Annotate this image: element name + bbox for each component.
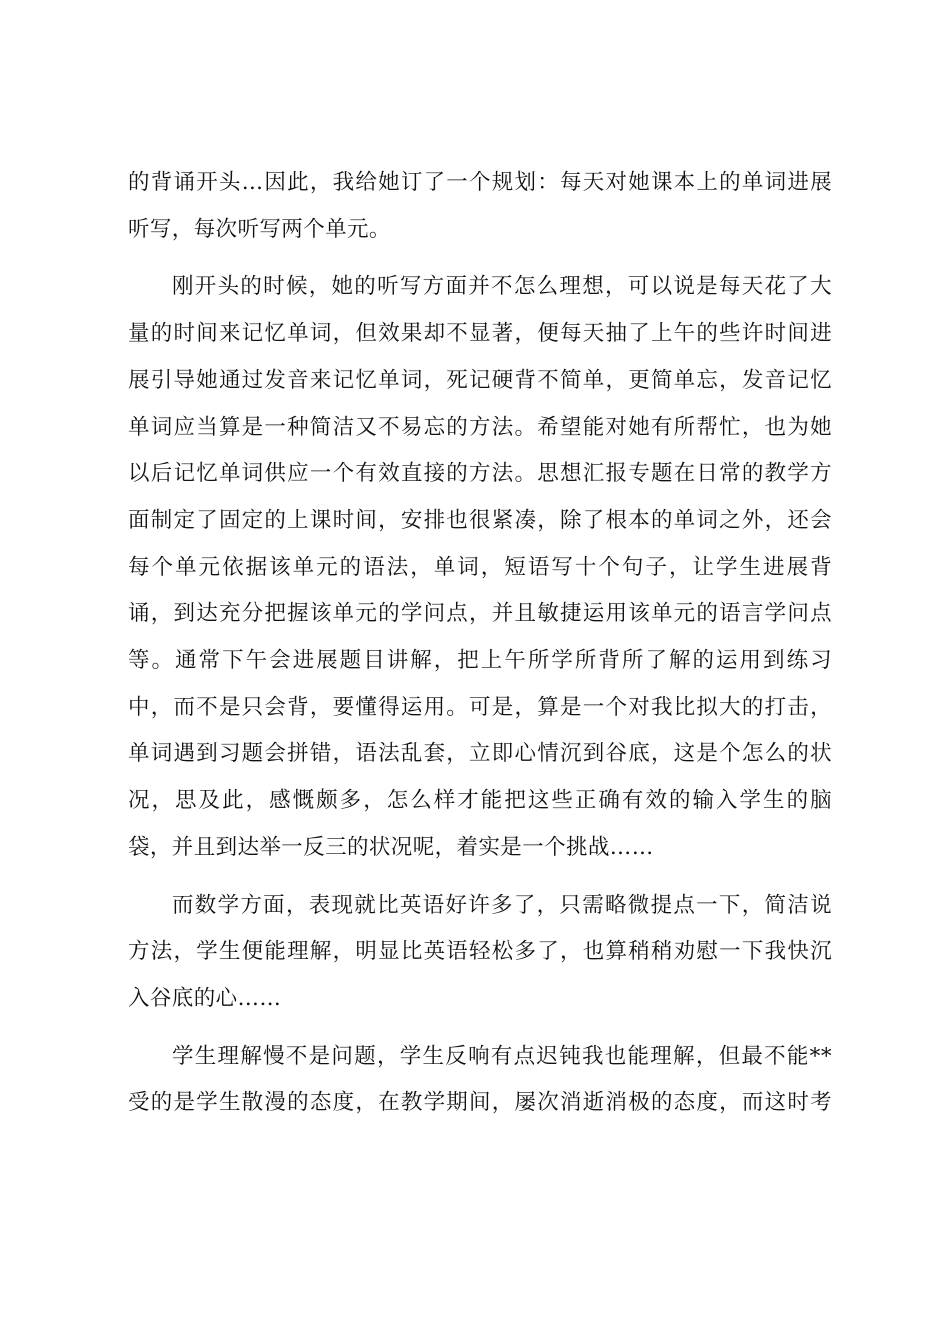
text-line: 单词应当算是一种简洁又不易忘的方法。希望能对她有所帮忙，也为她 <box>128 414 832 440</box>
text-line: 以后记忆单词供应一个有效直接的方法。思想汇报专题在日常的教学方 <box>128 461 832 487</box>
text-line: 学生理解慢不是问题，学生反响有点迟钝我也能理解，但最不能** <box>172 1043 832 1069</box>
paragraph-3 <box>128 883 832 1023</box>
text-line: 量的时间来记忆单词，但效果却不显著，便每天抽了上午的些许时间进 <box>128 321 832 347</box>
text-line: 每个单元依据该单元的语法，单词，短语写十个句子，让学生进展背 <box>128 554 832 580</box>
text-line: 刚开头的时候，她的听写方面并不怎么理想，可以说是每天花了大 <box>172 274 832 300</box>
text-line: 展引导她通过发音来记忆单词，死记硬背不简单，更简单忘，发音记忆 <box>128 367 832 393</box>
paragraph-2 <box>128 264 832 871</box>
document-body <box>128 160 832 1138</box>
text-line: 面制定了固定的上课时间，安排也很紧凑，除了根本的单词之外，还会 <box>128 507 832 533</box>
text-line: 方法，学生便能理解，明显比英语轻松多了，也算稍稍劝慰一下我快沉 <box>128 939 832 965</box>
paragraph-1 <box>128 160 832 253</box>
text-line: 单词遇到习题会拼错，语法乱套，立即心情沉到谷底，这是个怎么的状 <box>128 741 832 767</box>
text-line: 入谷底的心…… <box>128 985 282 1011</box>
text-line: 受的是学生散漫的态度，在教学期间，屡次消逝消极的态度，而这时考 <box>128 1090 832 1116</box>
text-line: 等。通常下午会进展题目讲解，把上午所学所背所了解的运用到练习 <box>128 648 832 674</box>
paragraph-4 <box>128 1034 832 1127</box>
text-line: 的背诵开头…因此，我给她订了一个规划：每天对她课本上的单词进展 <box>128 170 832 195</box>
text-line: 况，思及此，感慨颇多，怎么样才能把这些正确有效的输入学生的脑 <box>128 788 832 814</box>
text-line: 而数学方面，表现就比英语好许多了，只需略微提点一下，简洁说 <box>172 892 832 918</box>
text-line: 听写，每次听写两个单元。 <box>128 216 391 242</box>
text-line: 袋，并且到达举一反三的状况呢，着实是一个挑战…… <box>128 834 654 860</box>
text-line: 诵，到达充分把握该单元的学问点，并且敏捷运用该单元的语言学问点 <box>128 601 832 627</box>
text-line: 中，而不是只会背，要懂得运用。可是，算是一个对我比拟大的打击， <box>128 694 832 720</box>
